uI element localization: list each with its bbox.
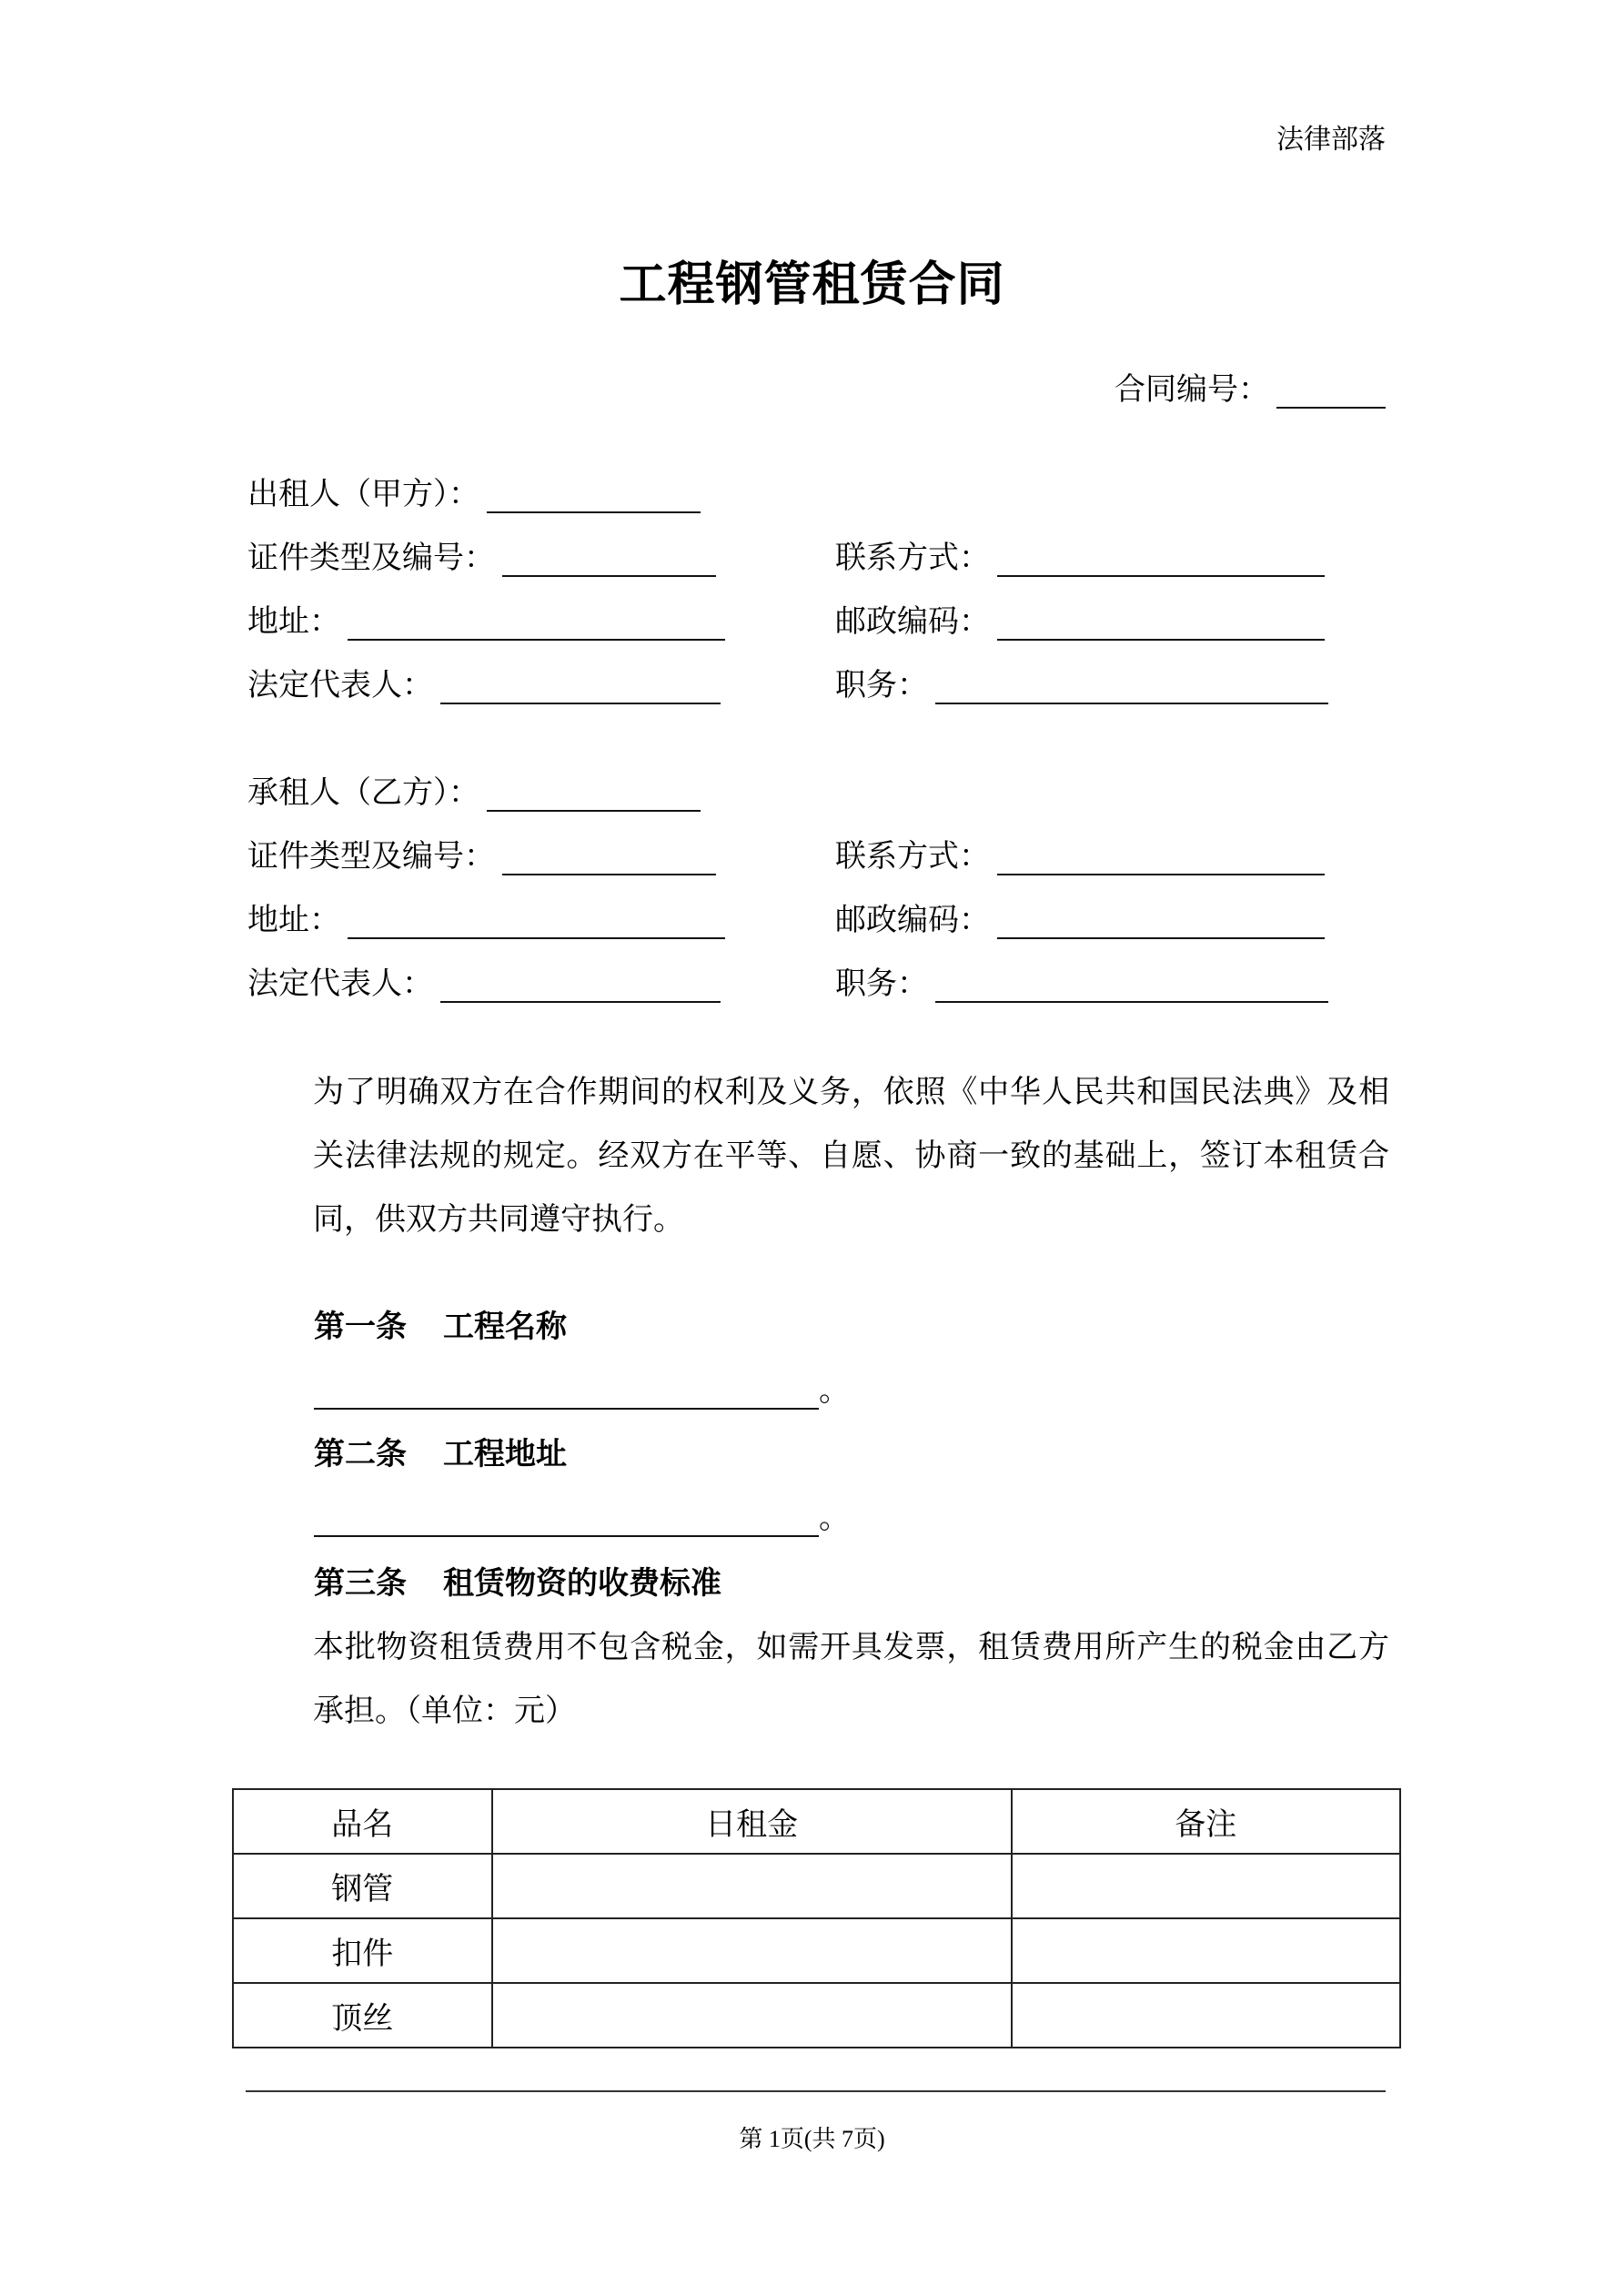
lessor-legal-rep-label: 法定代表人： [247,667,433,703]
article-1-suffix: 。 [819,1372,850,1409]
lessor-position-label: 职务： [835,667,928,703]
item-name-cell: 顶丝 [233,1983,492,2048]
project-address-blank[interactable] [314,1504,819,1537]
lessee-position-row [835,958,1328,1003]
daily-rent-cell[interactable] [492,1983,1012,2048]
lessee-id-blank[interactable] [502,846,716,875]
item-name-cell: 钢管 [233,1854,492,1918]
lessor-address-blank[interactable] [348,612,725,641]
lessor-id-blank[interactable] [502,548,716,577]
daily-rent-cell[interactable] [492,1918,1012,1983]
remarks-cell[interactable] [1012,1854,1400,1918]
article-3-paragraph [247,1615,1389,1743]
lessee-legal-rep-row [247,958,721,1003]
lessee-position-blank[interactable] [935,974,1328,1003]
lessor-postcode-label: 邮政编码： [835,603,990,640]
lessor-contact-blank[interactable] [997,548,1325,577]
lessor-id-label: 证件类型及编号： [247,540,495,576]
lessee-postcode-row [835,895,1325,939]
page-number: 第 1页(共 7页) [739,2126,885,2152]
lessee-postcode-label: 邮政编码： [835,902,990,938]
lessor-address-row [247,596,725,641]
lessee-id-label: 证件类型及编号： [247,838,495,875]
preamble-paragraph [247,1060,1389,1251]
lessor-address-label: 地址： [247,603,340,640]
lessor-name-blank[interactable] [487,484,701,513]
preamble-text: 为了明确双方在合作期间的权利及义务，依照《中华人民共和国民法典》及相关法律法规的规定。经双方在平等、自愿、协商一致的基础上，签订本租赁合同，供双方共同遵守执行。 [313,1074,1389,1238]
lessee-contact-label: 联系方式： [835,838,990,875]
table-row [233,1918,1400,1983]
article-2-number: 第二条 [314,1436,407,1472]
lessee-address-row [247,895,725,939]
lessor-postcode-blank[interactable] [997,612,1325,641]
lessee-contact-blank[interactable] [997,846,1325,875]
lessee-legal-rep-label: 法定代表人： [247,966,433,1002]
lessor-party-row [247,469,701,513]
article-2-title: 工程地址 [443,1436,567,1472]
rate-table [232,1788,1401,2048]
lessee-party-label: 承租人（乙方）： [247,774,479,811]
lessor-contact-row [835,532,1325,577]
lessor-contact-label: 联系方式： [835,540,990,576]
document-title: 工程钢管租赁合同 [619,257,1005,312]
remarks-cell[interactable] [1012,1918,1400,1983]
lessor-position-row [835,660,1328,704]
project-name-blank[interactable] [314,1377,819,1410]
lessee-postcode-blank[interactable] [997,910,1325,939]
lessor-id-row [247,532,716,577]
lessee-name-blank[interactable] [487,783,701,812]
article-3-body: 本批物资租赁费用不包含税金，如需开具发票，租赁费用所产生的税金由乙方承担。（单位：元） [313,1629,1389,1729]
table-row [233,1854,1400,1918]
header-daily-rent: 日租金 [492,1789,1012,1854]
lessor-party-label: 出租人（甲方）： [247,476,479,512]
table-row [233,1983,1400,2048]
article-1-title: 工程名称 [443,1309,567,1345]
article-2-suffix: 。 [819,1500,850,1536]
article-1-fill-line [314,1365,850,1410]
lessor-postcode-row [835,596,1325,641]
article-3-number: 第三条 [314,1565,407,1602]
lessee-legal-rep-blank[interactable] [440,974,721,1003]
contract-number-field [1115,364,1386,409]
lessee-id-row [247,831,716,875]
header-item-name: 品名 [233,1789,492,1854]
article-1-heading [314,1301,567,1346]
article-3-heading [314,1558,721,1603]
item-name-cell: 扣件 [233,1918,492,1983]
article-2-fill-line [314,1492,850,1537]
contract-number-label: 合同编号： [1115,371,1269,408]
header-remarks: 备注 [1012,1789,1400,1854]
lessor-legal-rep-blank[interactable] [440,675,721,704]
lessee-address-label: 地址： [247,902,340,938]
contract-number-blank[interactable] [1276,379,1386,409]
article-3-title: 租赁物资的收费标准 [443,1565,721,1602]
table-header-row [233,1789,1400,1854]
lessee-address-blank[interactable] [348,910,725,939]
lessee-contact-row [835,831,1325,875]
lessee-party-row [247,767,701,812]
lessor-position-blank[interactable] [935,675,1328,704]
remarks-cell[interactable] [1012,1983,1400,2048]
lessee-position-label: 职务： [835,966,928,1002]
article-2-heading [314,1429,567,1473]
article-1-number: 第一条 [314,1309,407,1345]
lessor-legal-rep-row [247,660,721,704]
header-tag: 法律部落 [1276,124,1386,156]
footer-divider [246,2090,1386,2092]
daily-rent-cell[interactable] [492,1854,1012,1918]
